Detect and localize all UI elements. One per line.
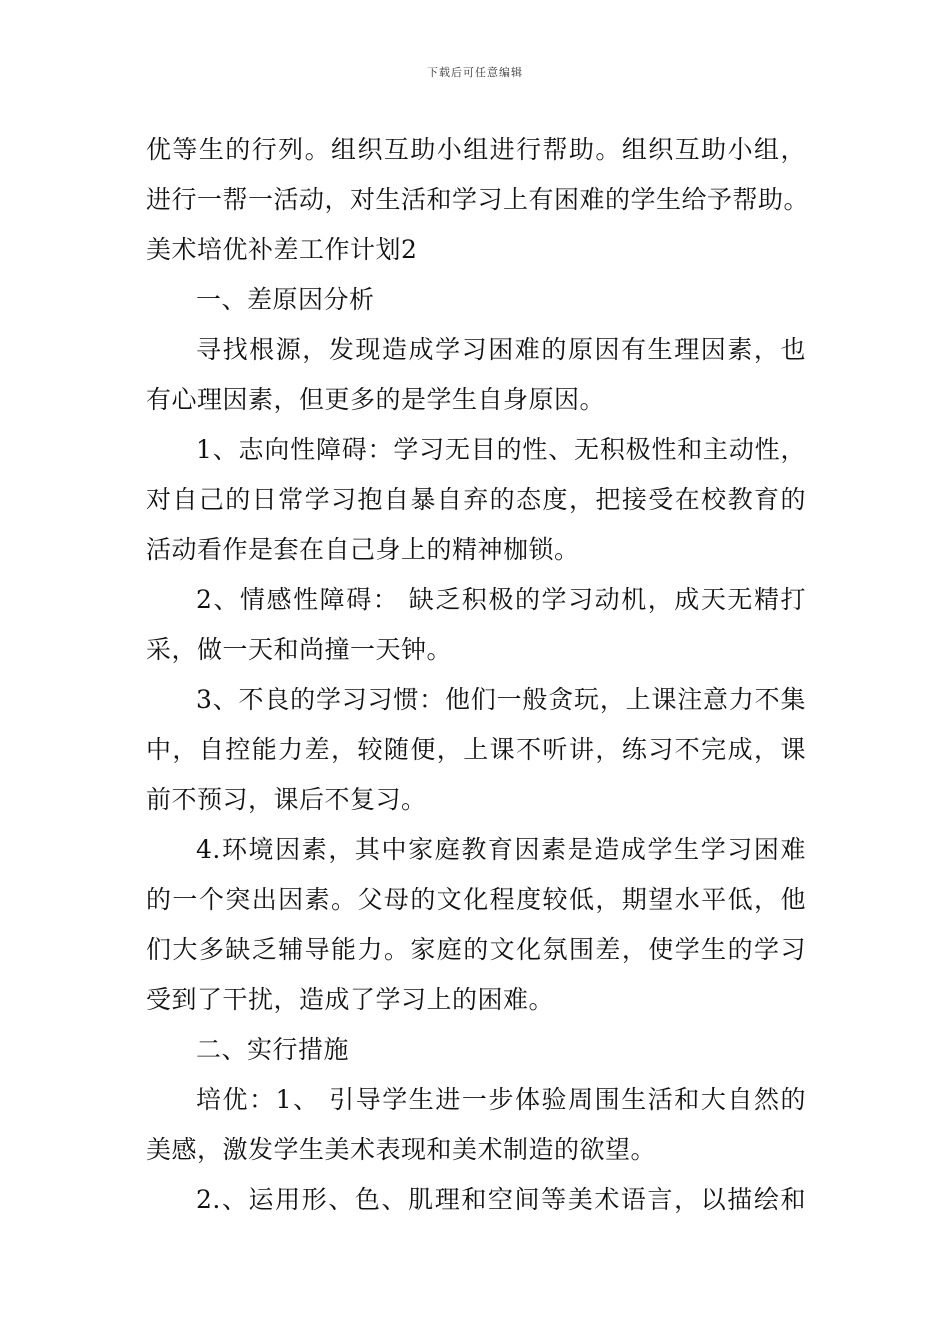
paragraph-line: 4.环境因素，其中家庭教育因素是造成学生学习困难	[196, 835, 806, 864]
section-title: 美术培优补差工作计划2	[146, 235, 418, 264]
paragraph-line: 培优：1、 引导学生进一步体验周围生活和大自然的	[196, 1085, 806, 1114]
paragraph-line: 活动看作是套在自己身上的精神枷锁。	[146, 535, 580, 564]
paragraph-line: 们大多缺乏辅导能力。家庭的文化氛围差，使学生的学习	[146, 935, 806, 964]
paragraph-line: 采，做一天和尚撞一天钟。	[146, 635, 453, 664]
section-heading: 一、差原因分析	[196, 285, 375, 314]
paragraph-line: 寻找根源，发现造成学习困难的原因有生理因素，也	[196, 335, 806, 364]
paragraph-line: 美感，激发学生美术表现和美术制造的欲望。	[146, 1135, 657, 1164]
paragraph-line: 对自己的日常学习抱自暴自弃的态度，把接受在校教育的	[146, 485, 806, 514]
paragraph-line: 1、志向性障碍：学习无目的性、无积极性和主动性，	[196, 435, 806, 464]
paragraph-line: 的一个突出因素。父母的文化程度较低，期望水平低，他	[146, 885, 806, 914]
paragraph-line: 2、情感性障碍： 缺乏积极的学习动机，成天无精打	[196, 585, 806, 614]
section-heading: 二、实行措施	[196, 1035, 350, 1064]
paragraph-line: 进行一帮一活动，对生活和学习上有困难的学生给予帮助。	[146, 185, 810, 214]
paragraph-line: 有心理因素，但更多的是学生自身原因。	[146, 385, 606, 414]
page-header-note: 下载后可任意编辑	[427, 66, 523, 79]
paragraph-line: 中，自控能力差，较随便，上课不听讲，练习不完成，课	[146, 735, 806, 764]
paragraph-line: 前不预习，课后不复习。	[146, 785, 427, 814]
paragraph-line: 3、不良的学习习惯：他们一般贪玩，上课注意力不集	[196, 685, 806, 714]
paragraph-line: 2.、运用形、色、肌理和空间等美术语言，以描绘和	[196, 1185, 806, 1214]
paragraph-line: 优等生的行列。组织互助小组进行帮助。组织互助小组，	[146, 135, 806, 164]
document-body	[146, 128, 810, 1228]
paragraph-line: 受到了干扰，造成了学习上的困难。	[146, 985, 555, 1014]
